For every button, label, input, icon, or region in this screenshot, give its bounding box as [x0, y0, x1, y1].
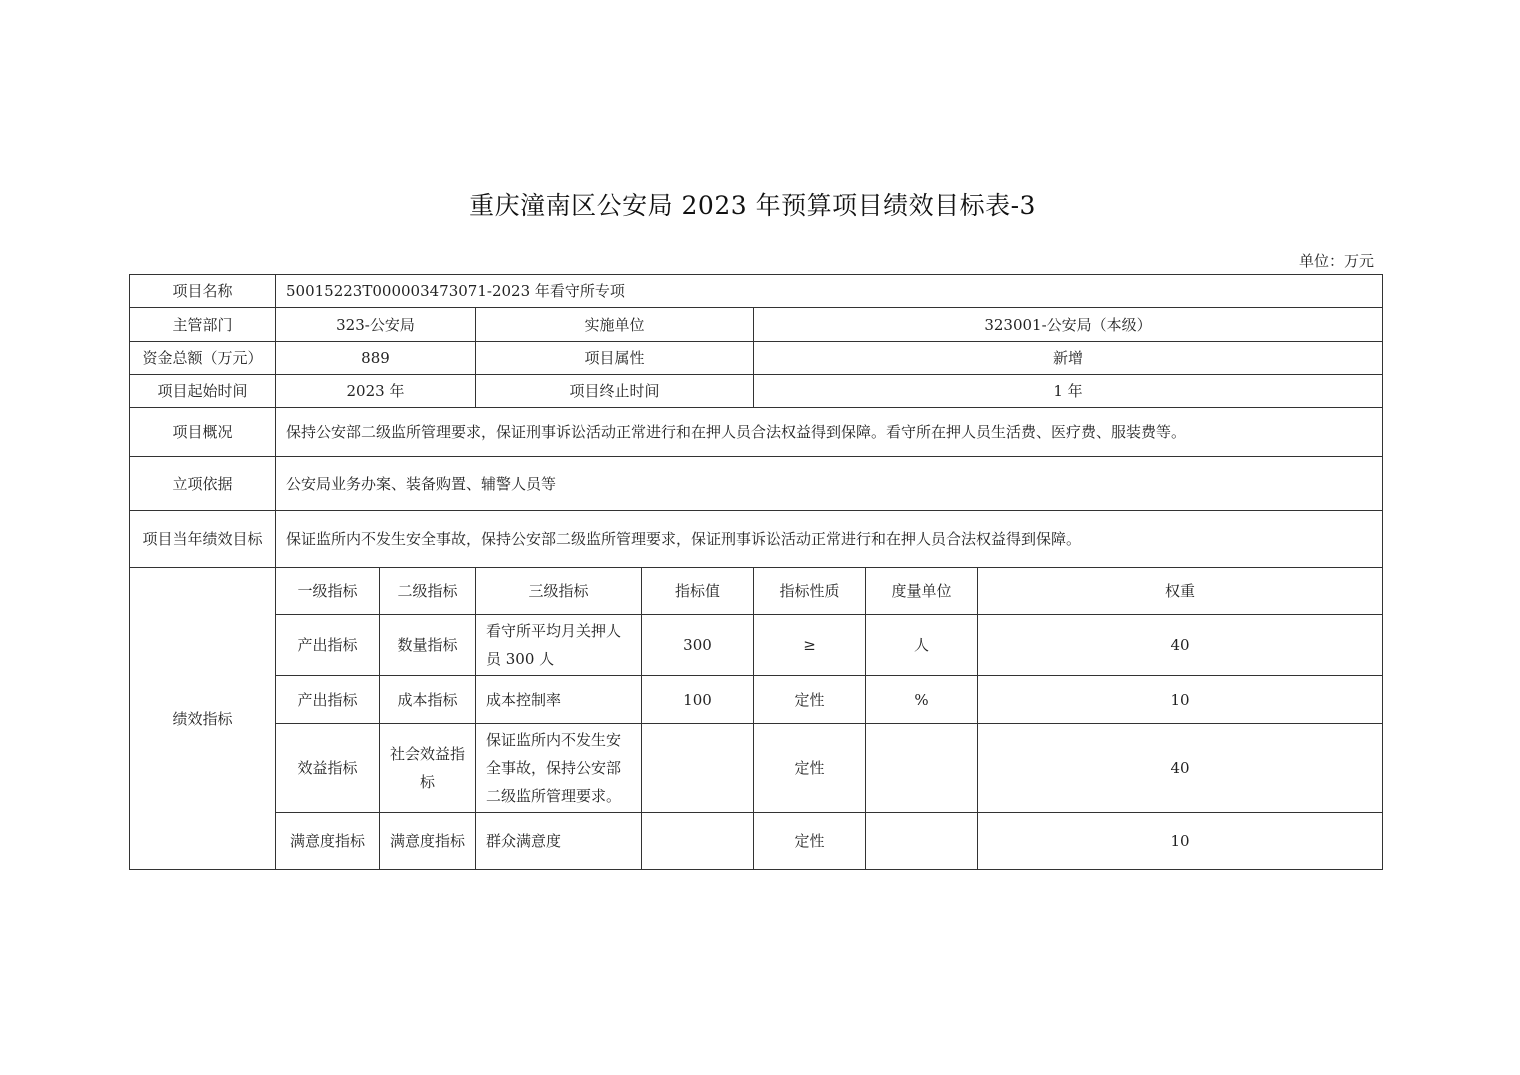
cell-l2: 满意度指标 [380, 813, 476, 870]
table-row [130, 724, 1383, 813]
cell-unit: % [866, 676, 978, 724]
fund-value: 889 [276, 342, 476, 375]
row-time [130, 375, 1383, 408]
impl-value: 323001-公安局（本级） [754, 308, 1383, 342]
end-label: 项目终止时间 [476, 375, 754, 408]
cell-l2: 数量指标 [380, 615, 476, 676]
cell-weight: 10 [978, 676, 1383, 724]
project-name-label: 项目名称 [130, 275, 276, 308]
cell-value: 300 [642, 615, 754, 676]
table-row [130, 676, 1383, 724]
goal-label: 项目当年绩效目标 [130, 511, 276, 568]
row-basis [130, 457, 1383, 511]
dept-value: 323-公安局 [276, 308, 476, 342]
header-value: 指标值 [642, 568, 754, 615]
goal-value: 保证监所内不发生安全事故，保持公安部二级监所管理要求，保证刑事诉讼活动正常进行和在押人员合法权益得到保障。 [276, 511, 1383, 568]
attr-label: 项目属性 [476, 342, 754, 375]
overview-value: 保持公安部二级监所管理要求，保证刑事诉讼活动正常进行和在押人员合法权益得到保障。看守所在押人员生活费、医疗费、服装费等。 [276, 408, 1383, 457]
cell-value [642, 813, 754, 870]
page-title: 重庆潼南区公安局 2023 年预算项目绩效目标表-3 [469, 191, 1036, 220]
start-value: 2023 年 [276, 375, 476, 408]
cell-weight: 40 [978, 724, 1383, 813]
attr-value: 新增 [754, 342, 1383, 375]
impl-label: 实施单位 [476, 308, 754, 342]
cell-weight: 10 [978, 813, 1383, 870]
cell-l1: 满意度指标 [276, 813, 380, 870]
table-row [130, 615, 1383, 676]
cell-value: 100 [642, 676, 754, 724]
table-row [130, 813, 1383, 870]
row-goal [130, 511, 1383, 568]
dept-label: 主管部门 [130, 308, 276, 342]
row-dept [130, 308, 1383, 342]
cell-l1: 效益指标 [276, 724, 380, 813]
perf-label: 绩效指标 [130, 568, 276, 870]
row-project-name [130, 275, 1383, 308]
cell-l1: 产出指标 [276, 615, 380, 676]
cell-l3: 看守所平均月关押人员 300 人 [476, 615, 642, 676]
overview-label: 项目概况 [130, 408, 276, 457]
cell-unit [866, 813, 978, 870]
cell-l1: 产出指标 [276, 676, 380, 724]
cell-value [642, 724, 754, 813]
cell-nature: 定性 [754, 676, 866, 724]
cell-nature: 定性 [754, 724, 866, 813]
header-nature: 指标性质 [754, 568, 866, 615]
fund-label: 资金总额（万元） [130, 342, 276, 375]
cell-l3: 群众满意度 [476, 813, 642, 870]
row-fund [130, 342, 1383, 375]
end-value: 1 年 [754, 375, 1383, 408]
header-l1: 一级指标 [276, 568, 380, 615]
cell-l2: 成本指标 [380, 676, 476, 724]
perf-header-row [130, 568, 1383, 615]
cell-l2: 社会效益指标 [380, 724, 476, 813]
header-l3: 三级指标 [476, 568, 642, 615]
basis-value: 公安局业务办案、装备购置、辅警人员等 [276, 457, 1383, 511]
basis-label: 立项依据 [130, 457, 276, 511]
performance-table [129, 274, 1383, 870]
cell-l3: 成本控制率 [476, 676, 642, 724]
header-unit: 度量单位 [866, 568, 978, 615]
project-name-value: 50015223T000003473071-2023 年看守所专项 [276, 275, 1383, 308]
header-l2: 二级指标 [380, 568, 476, 615]
header-weight: 权重 [978, 568, 1383, 615]
cell-unit [866, 724, 978, 813]
cell-weight: 40 [978, 615, 1383, 676]
cell-unit: 人 [866, 615, 978, 676]
row-overview [130, 408, 1383, 457]
cell-nature: 定性 [754, 813, 866, 870]
start-label: 项目起始时间 [130, 375, 276, 408]
unit-label: 单位：万元 [1298, 252, 1374, 270]
cell-nature: ≥ [754, 615, 866, 676]
cell-l3: 保证监所内不发生安全事故，保持公安部二级监所管理要求。 [476, 724, 642, 813]
